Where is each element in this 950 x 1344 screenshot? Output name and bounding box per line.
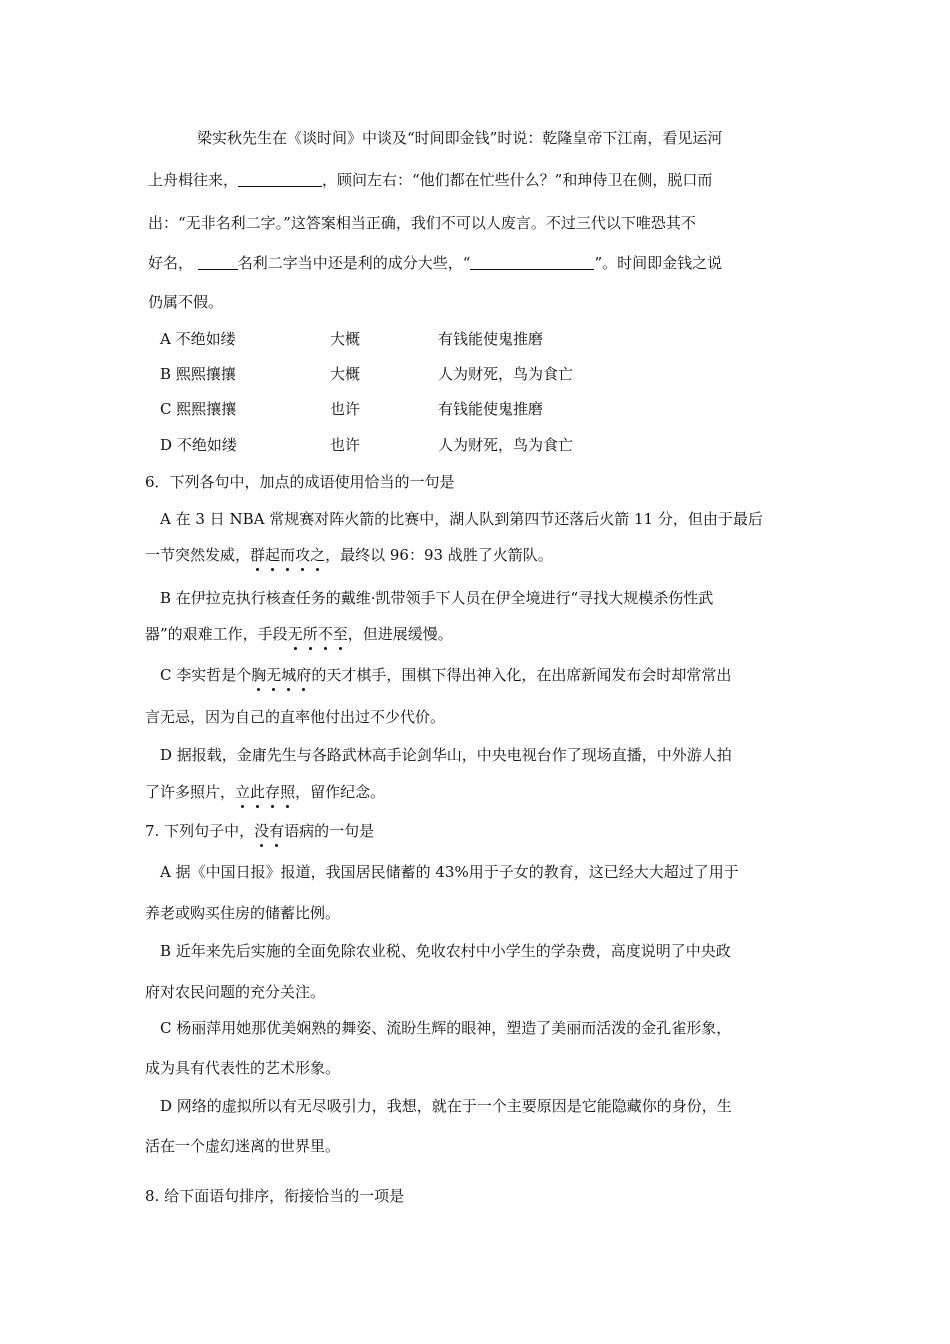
emphasis-dot-char: 胸 <box>251 666 267 684</box>
option-b-col2: 大概 <box>330 365 361 383</box>
emphasis-dot-char: 存 <box>265 783 281 801</box>
q6-option-c <box>160 665 731 685</box>
text-segment: C <box>160 400 172 418</box>
q7-option-b: B 近年来先后实施的全面免除农业税、免收农村中小学生的学杂费，高度说明了中央政 <box>160 942 731 960</box>
emphasis-dot-char: 没 <box>254 822 270 840</box>
text-segment: 语病的一句是 <box>284 822 375 840</box>
emphasis-dot-char: 照 <box>280 783 296 801</box>
text-segment: D <box>160 436 173 454</box>
q7-option-a: A 据《中国日报》报道，我国居民储蓄的 43%用于子女的教育，这已经大大超过了用于 <box>160 863 739 881</box>
text-segment: A <box>160 330 171 348</box>
option-c-col1 <box>160 399 236 419</box>
passage-text: 好名， <box>148 254 194 272</box>
q6-option-b: B 在伊拉克执行核查任务的戴维·凯带领手下人员在伊全境进行“寻找大规模杀伤性武 <box>160 589 714 607</box>
emphasis-dot-char: 立 <box>235 783 251 801</box>
passage-line <box>148 170 712 190</box>
passage-text: 名利二字当中还是利的成分大些，“ <box>237 254 471 272</box>
option-c-col3: 有钱能使鬼推磨 <box>438 400 544 418</box>
passage-line: 出：“无非名利二字。”这答案相当正确，我们不可以人废言。不过三代以下唯恐其不 <box>148 214 696 232</box>
q6-option-a: A 在 3 日 NBA 常规赛对阵火箭的比赛中，湖人队到第四节还落后火箭 11 分，但由于最后 <box>160 510 763 528</box>
q7-option-b-cont: 府对农民问题的充分关注。 <box>145 983 326 1001</box>
text-segment: 不绝如缕 <box>176 436 237 454</box>
option-a-col2: 大概 <box>330 330 361 348</box>
passage-text: ”。时间即金钱之说 <box>594 254 723 272</box>
option-d-col2: 也许 <box>330 436 361 454</box>
q6-option-d: D 据报载，金庸先生与各路武林高手论剑华山，中央电视台作了现场直播，中外游人拍 <box>160 746 732 764</box>
q7-stem <box>145 821 374 841</box>
q6-option-c-cont: 言无忌，因为自己的直率他付出过不少代价。 <box>145 708 446 726</box>
option-d-col3: 人为财死，鸟为食亡 <box>438 436 574 454</box>
emphasis-dot-char: 城 <box>281 666 297 684</box>
q7-option-c-cont: 成为具有代表性的艺术形象。 <box>145 1059 341 1077</box>
option-b-col1 <box>160 364 236 384</box>
emphasis-dot-char: 不 <box>317 625 333 643</box>
text-segment: ，最终以 96：93 战胜了火箭队。 <box>325 546 553 564</box>
fill-blank-1 <box>238 172 322 187</box>
passage-line: 梁实秋先生在《谈时间》中谈及“时间即金钱”时说：乾隆皇帝下江南，看见运河 <box>197 129 723 147</box>
option-c-col2: 也许 <box>330 400 361 418</box>
emphasis-dot-char: 有 <box>269 822 285 840</box>
option-a-col1 <box>160 329 236 349</box>
text-segment: 了许多照片， <box>145 783 236 801</box>
passage-line: 仍属不假。 <box>148 293 224 311</box>
q7-option-a-cont: 养老或购买住房的储蓄比例。 <box>145 904 341 922</box>
text-segment: 不绝如缕 <box>175 330 236 348</box>
q6-option-a-cont <box>145 545 553 565</box>
emphasis-dot-char: 群 <box>250 546 266 564</box>
emphasis-dot-char: 起 <box>265 546 281 564</box>
passage-text: 上舟楫往来， <box>148 171 239 189</box>
emphasis-dot-char: 此 <box>250 783 266 801</box>
q6-option-d-cont <box>145 782 385 802</box>
emphasis-dot-char: 至 <box>332 625 348 643</box>
q7-option-d-cont: 活在一个虚幻迷离的世界里。 <box>145 1137 341 1155</box>
text-segment: 一节突然发威， <box>145 546 251 564</box>
emphasis-dot-char: 府 <box>296 666 312 684</box>
q6-stem: 6．下列各句中，加点的成语使用恰当的一句是 <box>145 473 455 491</box>
text-segment: 器”的艰难工作，手段 <box>145 625 288 643</box>
passage-text: ，顾问左右：“他们都在忙些什么？”和珅侍卫在侧，脱口而 <box>322 171 713 189</box>
emphasis-dot-char: 而 <box>280 546 296 564</box>
q7-option-c: C 杨丽萍用她那优美娴熟的舞姿、流盼生辉的眼神，塑造了美丽而活泼的金孔雀形象， <box>160 1019 732 1037</box>
q7-option-d: D 网络的虚拟所以有无尽吸引力，我想，就在于一个主要原因是它能隐藏你的身份，生 <box>160 1097 732 1115</box>
q8-stem: 8. 给下面语句排序，衔接恰当的一项是 <box>145 1187 405 1205</box>
text-segment: C 李实哲是个 <box>160 666 252 684</box>
q6-option-b-cont <box>145 624 453 644</box>
text-segment: ，留作纪念。 <box>295 783 386 801</box>
emphasis-dot-char: 所 <box>302 625 318 643</box>
text-segment: ，但进展缓慢。 <box>347 625 453 643</box>
option-a-col3: 有钱能使鬼推磨 <box>438 330 544 348</box>
passage-line <box>148 253 722 273</box>
option-b-col3: 人为财死，鸟为食亡 <box>438 365 574 383</box>
emphasis-dot-char: 无 <box>287 625 303 643</box>
text-segment: 熙熙攘攘 <box>175 365 236 383</box>
text-segment: 7. 下列句子中， <box>145 822 255 840</box>
option-d-col1 <box>160 435 237 455</box>
emphasis-dot-char: 攻 <box>295 546 311 564</box>
emphasis-dot-char: 之 <box>310 546 326 564</box>
text-segment: 的天才棋手，围棋下得出神入化，在出席新闻发布会时却常常出 <box>311 666 732 684</box>
text-segment: B <box>160 365 172 383</box>
emphasis-dot-char: 无 <box>266 666 282 684</box>
fill-blank-2 <box>198 255 238 270</box>
fill-blank-3 <box>470 255 594 270</box>
text-segment: 熙熙攘攘 <box>176 400 237 418</box>
